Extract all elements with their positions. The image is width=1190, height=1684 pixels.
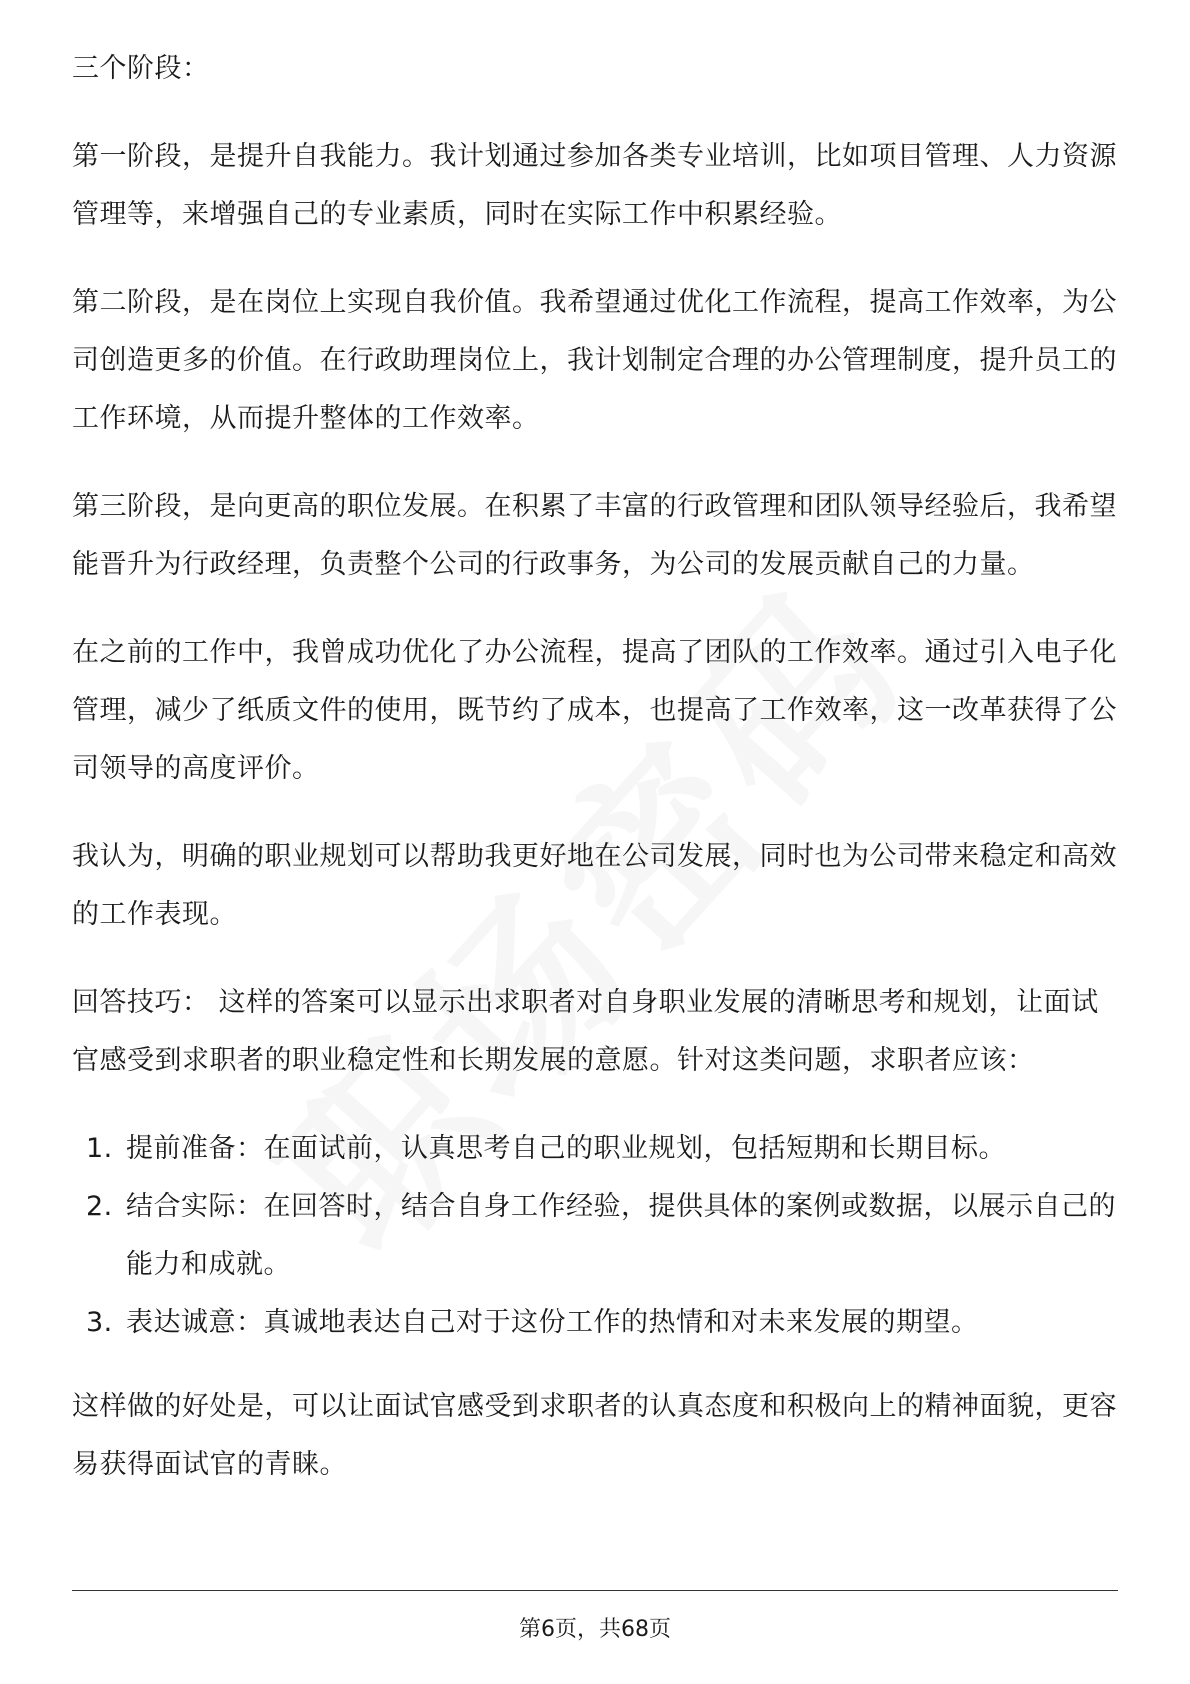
list-item-number: 1. (86, 1133, 113, 1164)
list-item (72, 1120, 1118, 1178)
paragraph-stage-three: 第三阶段，是向更高的职位发展。在积累了丰富的行政管理和团队领导经验后，我希望能晋升为行政经理，负责整个公司的行政事务，为公司的发展贡献自己的力量。 (72, 491, 1117, 580)
tips-list (72, 1120, 1118, 1352)
list-item-number: 3. (86, 1307, 113, 1338)
footer-divider (72, 1590, 1118, 1591)
paragraph-past-experience: 在之前的工作中，我曾成功优化了办公流程，提高了团队的工作效率。通过引入电子化管理，减少了纸质文件的使用，既节约了成本，也提高了工作效率，这一改革获得了公司领导的高度评价。 (72, 637, 1117, 784)
list-item (72, 1294, 1118, 1352)
list-item-text: 表达诚意：真诚地表达自己对于这份工作的热情和对未来发展的期望。 (126, 1307, 979, 1338)
paragraph-answer-tips: 回答技巧： 这样的答案可以显示出求职者对自身职业发展的清晰思考和规划，让面试官感受到求职者的职业稳定性和长期发展的意愿。针对这类问题，求职者应该： (72, 987, 1099, 1076)
paragraph-stage-two: 第二阶段，是在岗位上实现自我价值。我希望通过优化工作流程，提高工作效率，为公司创造更多的价值。在行政助理岗位上，我计划制定合理的办公管理制度，提升员工的工作环境，从而提升整体的工作效率。 (72, 287, 1117, 434)
paragraph-conclusion: 我认为，明确的职业规划可以帮助我更好地在公司发展，同时也为公司带来稳定和高效的工作表现。 (72, 841, 1117, 930)
paragraph-stage-one: 第一阶段，是提升自我能力。我计划通过参加各类专业培训，比如项目管理、人力资源管理等，来增强自己的专业素质，同时在实际工作中积累经验。 (72, 141, 1117, 230)
list-item-text: 提前准备：在面试前，认真思考自己的职业规划，包括短期和长期目标。 (126, 1133, 1006, 1164)
paragraph-closing: 这样做的好处是，可以让面试官感受到求职者的认真态度和积极向上的精神面貌，更容易获得面试官的青睐。 (72, 1391, 1117, 1480)
list-item (72, 1178, 1118, 1294)
list-item-number: 2. (86, 1191, 113, 1222)
list-item-text: 结合实际：在回答时，结合自身工作经验，提供具体的案例或数据，以展示自己的能力和成就。 (126, 1191, 1116, 1280)
section-heading: 三个阶段： (72, 53, 210, 84)
page-number: 第6页，共68页 (519, 1617, 671, 1642)
document-page (72, 40, 1118, 1524)
